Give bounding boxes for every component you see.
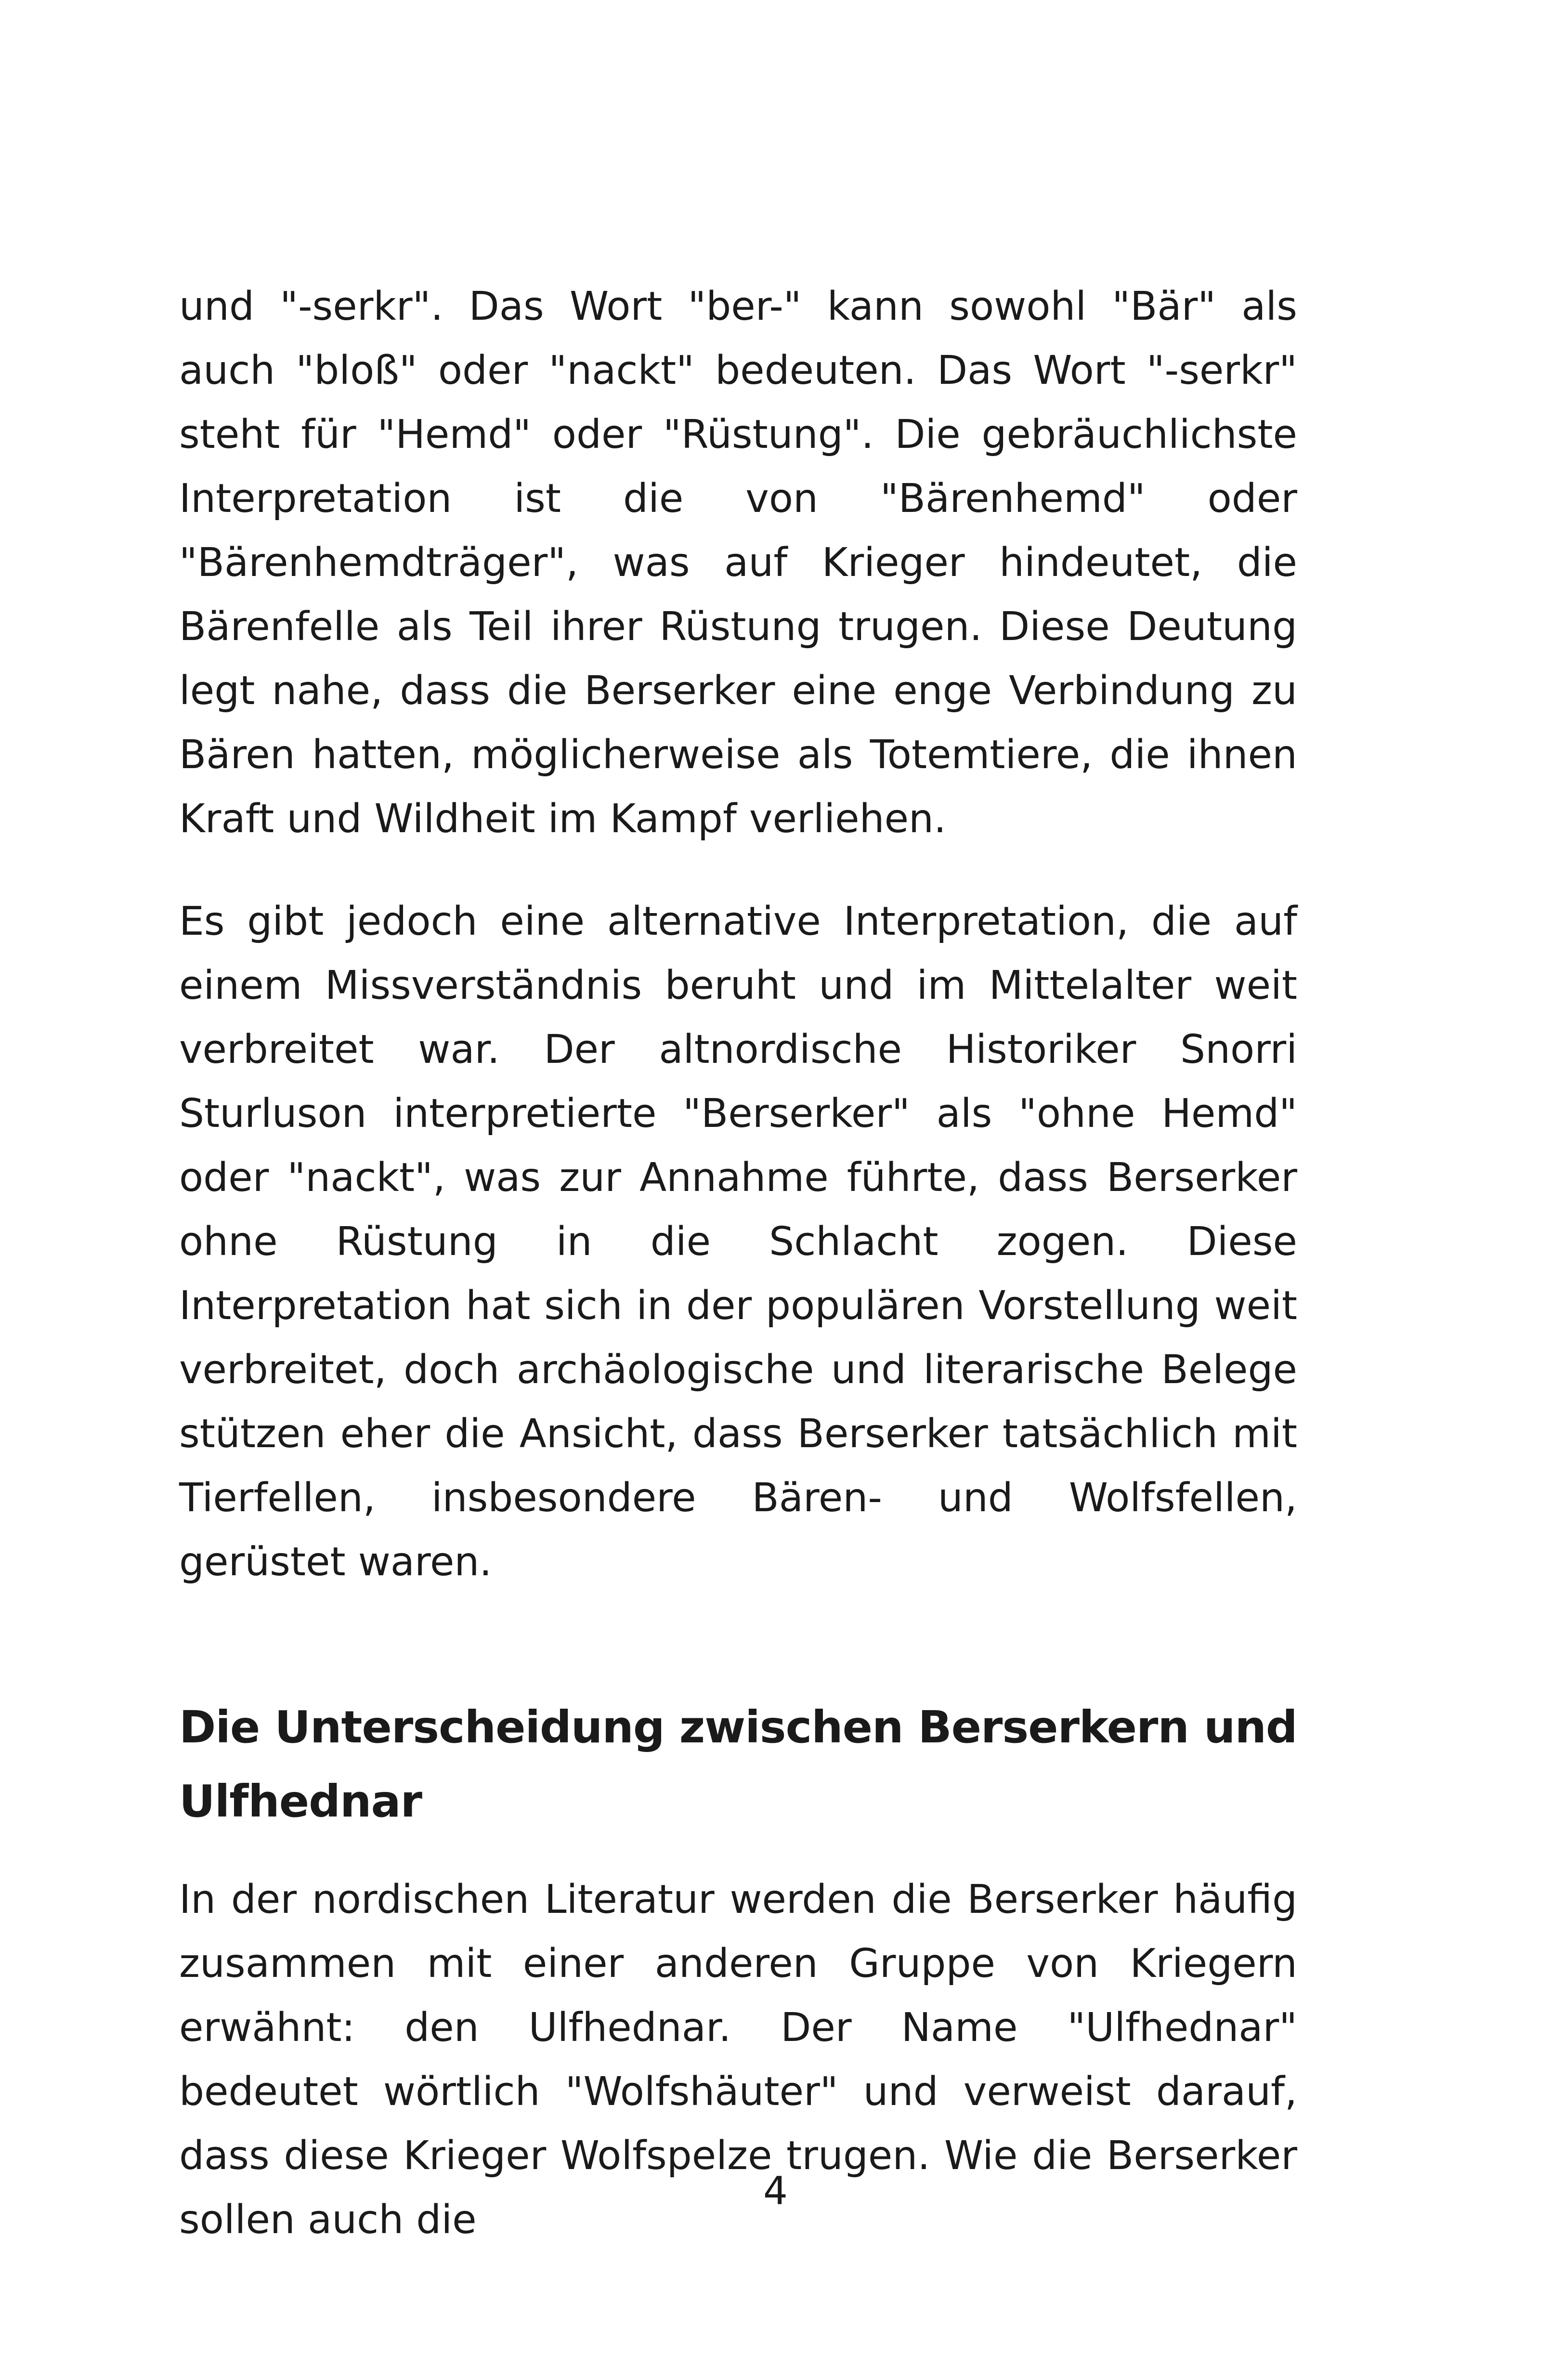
paragraph-etymology: und "-serkr". Das Wort "ber-" kann sowohl "Bär" als auch "bloß" oder "nackt" bedeuten. Das Wort "-serkr" steht für "Hemd" oder "Rüstung". Die gebräuchlichste Interpretation ist die von "Bärenhemd" oder "Bärenhemdträger", was auf Krieger hindeutet, die Bärenfelle als Teil ihrer Rüstung trugen. Diese Deutung legt nahe, dass die Berserker eine enge Verbindung zu Bären hatten, möglicherweise als Totemtiere, die ihnen Kraft und Wildheit im Kampf verliehen. [179,284,1297,842]
section-heading: Die Unterscheidung zwischen Berserkern und Ulfhednar [179,1701,1297,1827]
page-number: 4 [763,2169,788,2213]
paragraph-alternative-interpretation: Es gibt jedoch eine alternative Interpretation, die auf einem Missverständnis beruht und im Mittelalter weit verbreitet war. Der altnordische Historiker Snorri Sturluson interpretierte "Berserker" als "ohne Hemd" oder "nackt", was zur Annahme führte, dass Berserker ohne Rüstung in die Schlacht zogen. Diese Interpretation hat sich in der populären Vorstellung weit verbreitet, doch archäologische und literarische Belege stützen eher die Ansicht, dass Berserker tatsächlich mit Tierfellen, insbesondere Bären- und Wolfsfellen, gerüstet waren. [179,899,1297,1585]
page-content [179,275,1297,2252]
paragraph-ulfhednar: In der nordischen Literatur werden die Berserker häufig zusammen mit einer anderen Gruppe von Kriegern erwähnt: den Ulfhednar. Der Name "Ulfhednar" bedeutet wörtlich "Wolfshäuter" und verweist darauf, dass diese Krieger Wolfspelze trugen. Wie die Berserker sollen auch die [179,1877,1297,2243]
